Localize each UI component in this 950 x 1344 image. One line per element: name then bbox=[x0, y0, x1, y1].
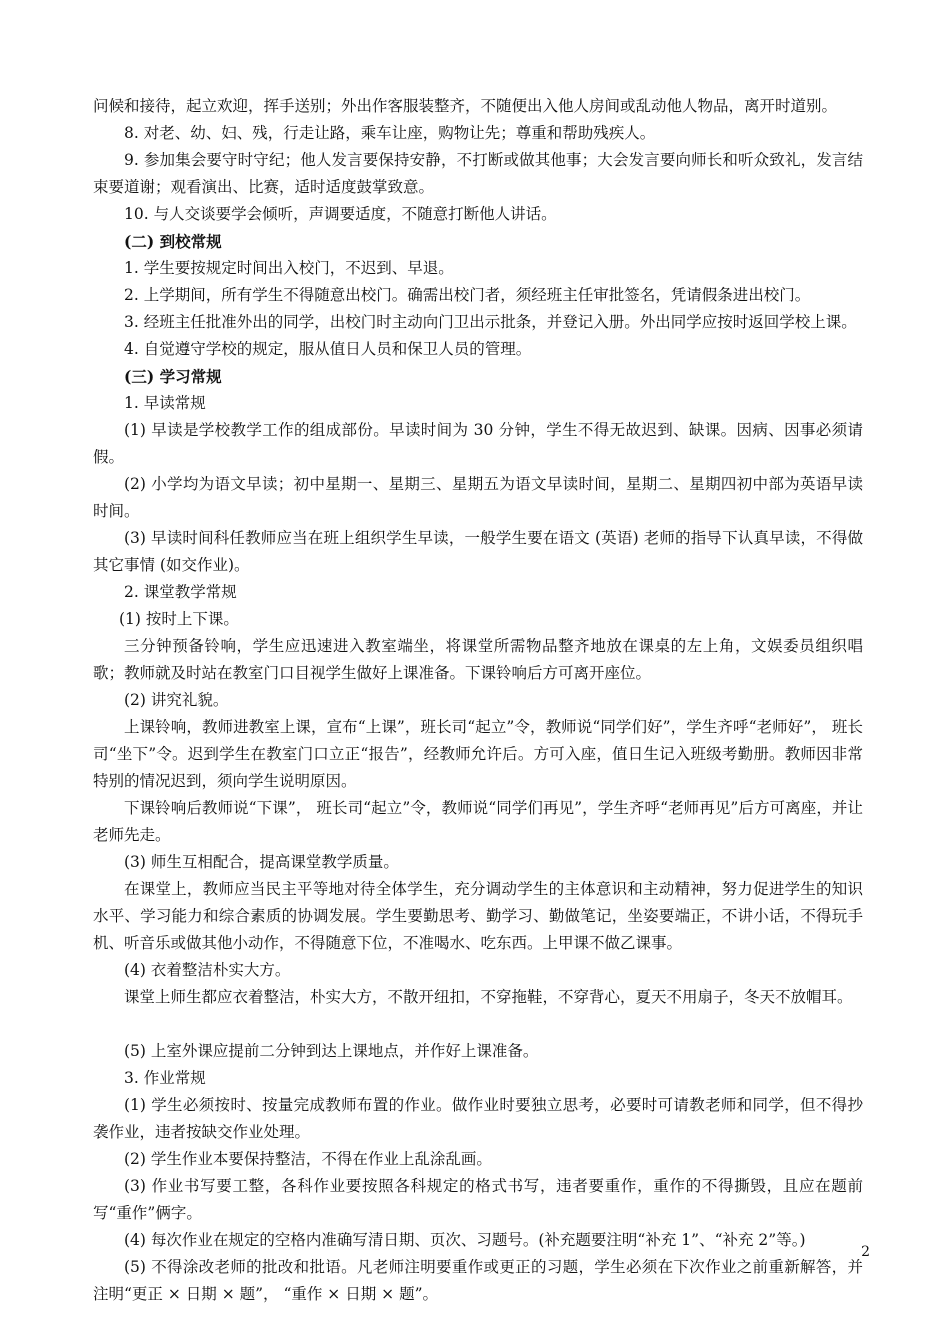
document-body bbox=[93, 93, 863, 1308]
paragraph-arrival-2: 2. 上学期间，所有学生不得随意出校门。确需出校门者，须经班主任审批签名，凭请假条进出校门。 bbox=[124, 286, 811, 304]
paragraph-homework-1: (1) 学生必须按时、按量完成教师布置的作业。做作业时要独立思考，必要时可请教老师和同学，但不得抄袭作业，违者按缺交作业处理。 bbox=[93, 1096, 863, 1141]
paragraph-classroom-5: (5) 上室外课应提前二分钟到达上课地点，并作好上课准备。 bbox=[124, 1042, 539, 1060]
paragraph-classroom-1-title: (1) 按时上下课。 bbox=[119, 610, 239, 628]
paragraph-classroom-3-body: 在课堂上，教师应当民主平等地对待全体学生，充分调动学生的主体意识和主动精神，努力促进学生的知识水平、学习能力和综合素质的协调发展。学生要勤思考、勤学习、勤做笔记，坐姿要端正，不讲小话，不得玩手机、听音乐或做其他小动作，不得随意下位，不准喝水、吃东西。上甲课不做乙课事。 bbox=[93, 880, 863, 952]
blank-line bbox=[93, 1011, 863, 1038]
paragraph-item-8: 8. 对老、幼、妇、残，行走让路，乘车让座，购物让先；尊重和帮助残疾人。 bbox=[124, 124, 656, 142]
paragraph-homework-5: (5) 不得涂改老师的批改和批语。凡老师注明要重作或更正的习题，学生必须在下次作业之前重新解答，并注明“更正 × 日期 × 题”， “重作 × 日期 × 题”。 bbox=[93, 1258, 863, 1303]
paragraph-arrival-3: 3. 经班主任批准外出的同学，出校门时主动向门卫出示批条，并登记入册。外出同学应按时返回学校上课。 bbox=[124, 313, 857, 331]
paragraph-item-10: 10. 与人交谈要学会倾听，声调要适度，不随意打断他人讲话。 bbox=[124, 205, 557, 223]
paragraph-homework-3: (3) 作业书写要工整，各科作业要按照各科规定的格式书写，违者要重作，重作的不得撕毁，且应在题前写“重作”俩字。 bbox=[93, 1177, 863, 1222]
paragraph-morning-1: (1) 早读是学校教学工作的组成部份。早读时间为 30 分钟，学生不得无故迟到、缺课。因病、因事必须请假。 bbox=[93, 421, 863, 466]
paragraph-homework-2: (2) 学生作业本要保持整洁，不得在作业上乱涂乱画。 bbox=[124, 1150, 492, 1168]
paragraph-greeting-continuation: 问候和接待，起立欢迎，挥手送别；外出作客服装整齐，不随便出入他人房间或乱动他人物品，离开时道别。 bbox=[93, 97, 838, 115]
subheading-classroom: 2. 课堂教学常规 bbox=[124, 583, 237, 601]
paragraph-classroom-4-body: 课堂上师生都应衣着整洁，朴实大方，不散开纽扣，不穿拖鞋，不穿背心，夏天不用扇子，冬天不放帽耳。 bbox=[124, 988, 853, 1006]
paragraph-morning-2: (2) 小学均为语文早读；初中星期一、星期三、星期五为语文早读时间，星期二、星期四初中部为英语早读时间。 bbox=[93, 475, 863, 520]
paragraph-arrival-4: 4. 自觉遵守学校的规定，服从值日人员和保卫人员的管理。 bbox=[124, 340, 532, 358]
paragraph-classroom-2-body-b: 下课铃响后教师说“下课”， 班长司“起立”令，教师说“同学们再见”，学生齐呼“老师再见”后方可离座，并让老师先走。 bbox=[93, 799, 863, 844]
paragraph-homework-4: (4) 每次作业在规定的空格内准确写清日期、页次、习题号。(补充题要注明“补充 1”、“补充 2”等。) bbox=[124, 1231, 806, 1249]
paragraph-morning-3: (3) 早读时间科任教师应当在班上组织学生早读，一般学生要在语文 (英语) 老师的指导下认真早读，不得做其它事情 (如交作业)。 bbox=[93, 529, 863, 574]
paragraph-classroom-1-body: 三分钟预备铃响，学生应迅速进入教室端坐，将课堂所需物品整齐地放在课桌的左上角，文娱委员组织唱歌；教师就及时站在教室门口目视学生做好上课准备。下课铃响后方可离开座位。 bbox=[93, 637, 863, 682]
paragraph-classroom-2-body-a: 上课铃响，教师进教室上课，宣布“上课”，班长司“起立”令，教师说“同学们好”，学生齐呼“老师好”， 班长司“坐下”令。迟到学生在教室门口立正“报告”，经教师允许后。方可入座，值日生记入班级考勤册。教师因非常特别的情况迟到，须向学生说明原因。 bbox=[93, 718, 863, 790]
subheading-morning-reading: 1. 早读常规 bbox=[124, 394, 206, 412]
paragraph-classroom-4-title: (4) 衣着整洁朴实大方。 bbox=[124, 961, 291, 979]
paragraph-classroom-3-title: (3) 师生互相配合，提高课堂教学质量。 bbox=[124, 853, 399, 871]
page-number: 2 bbox=[861, 1244, 870, 1260]
paragraph-classroom-2-title: (2) 讲究礼貌。 bbox=[124, 691, 229, 709]
section-heading-study-rules: (三) 学习常规 bbox=[124, 367, 222, 386]
paragraph-item-9: 9. 参加集会要守时守纪；他人发言要保持安静，不打断或做其他事；大会发言要向师长和听众致礼，发言结束要道谢；观看演出、比赛，适时适度鼓掌致意。 bbox=[93, 151, 863, 196]
subheading-homework: 3. 作业常规 bbox=[124, 1069, 206, 1087]
paragraph-arrival-1: 1. 学生要按规定时间出入校门，不迟到、早退。 bbox=[124, 259, 454, 277]
section-heading-arrival-rules: (二) 到校常规 bbox=[124, 232, 222, 251]
